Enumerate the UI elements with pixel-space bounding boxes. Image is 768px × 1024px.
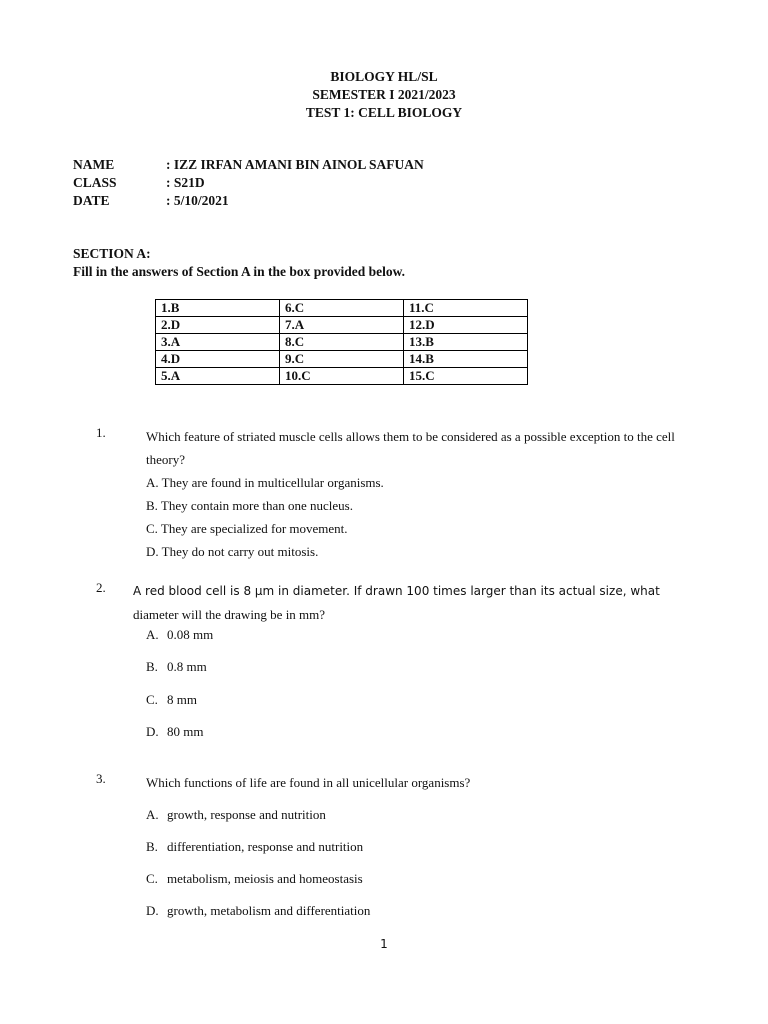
answer-table: [155, 299, 528, 385]
header-semester: SEMESTER I 2021/2023: [312, 87, 456, 102]
option-1a: A. They are found in multicellular organisms.: [146, 475, 384, 490]
answer-cell: 1.B: [156, 300, 280, 317]
option-letter: A.: [146, 627, 159, 642]
table-row: [156, 300, 528, 317]
page-number: 1: [380, 937, 388, 951]
option-1b: B. They contain more than one nucleus.: [146, 498, 353, 513]
document-header: [0, 68, 768, 122]
question-stem-line: A red blood cell is 8 μm in diameter. If drawn 100 times larger than its actual size, what: [133, 584, 660, 598]
section-title: SECTION A:: [73, 246, 151, 261]
option-text: 80 mm: [167, 724, 204, 739]
section-instruction: Fill in the answers of Section A in the box provided below.: [73, 264, 406, 279]
class-row: [73, 174, 424, 192]
table-row: [156, 351, 528, 368]
header-subject: BIOLOGY HL/SL: [330, 69, 438, 84]
answer-cell: 6.C: [280, 300, 404, 317]
option-1c: C. They are specialized for movement.: [146, 521, 348, 536]
option-2a: [146, 627, 213, 643]
option-letter: D.: [146, 903, 159, 918]
option-2c: [146, 692, 197, 708]
question-stem-line: diameter will the drawing be in mm?: [133, 607, 326, 622]
answer-cell: 8.C: [280, 334, 404, 351]
question-number: 3.: [96, 771, 106, 786]
header-test-title: TEST 1: CELL BIOLOGY: [305, 105, 463, 120]
student-info: [73, 156, 424, 210]
answer-cell: 9.C: [280, 351, 404, 368]
answer-cell: 3.A: [156, 334, 280, 351]
option-letter: A.: [146, 807, 159, 822]
date-value: : 5/10/2021: [166, 193, 229, 208]
question-stem: Which feature of striated muscle cells allows them to be considered as a possible exception to the cell theory?: [146, 429, 675, 467]
option-text: metabolism, meiosis and homeostasis: [167, 871, 363, 886]
table-row: [156, 368, 528, 385]
name-row: [73, 156, 424, 174]
option-3a: [146, 807, 326, 823]
option-3d: [146, 903, 370, 919]
answer-cell: 13.B: [404, 334, 528, 351]
option-letter: B.: [146, 839, 158, 854]
option-1d: D. They do not carry out mitosis.: [146, 544, 319, 559]
option-letter: C.: [146, 871, 158, 886]
table-row: [156, 317, 528, 334]
option-2d: [146, 724, 203, 740]
class-value: : S21D: [166, 175, 205, 190]
answer-cell: 12.D: [404, 317, 528, 334]
option-3b: [146, 839, 363, 855]
option-text: 0.08 mm: [167, 627, 214, 642]
name-value: : IZZ IRFAN AMANI BIN AINOL SAFUAN: [166, 157, 424, 172]
question-stem: [133, 580, 685, 626]
section-a: [73, 245, 405, 281]
option-text: growth, response and nutrition: [167, 807, 326, 822]
option-3c: [146, 871, 363, 887]
option-text: 0.8 mm: [167, 659, 207, 674]
date-row: [73, 192, 424, 210]
table-row: [156, 334, 528, 351]
answer-cell: 11.C: [404, 300, 528, 317]
question-number: 2.: [96, 580, 106, 595]
option-letter: D.: [146, 724, 159, 739]
date-label: DATE: [73, 193, 110, 208]
option-letter: C.: [146, 692, 158, 707]
option-2b: [146, 659, 207, 675]
answer-cell: 5.A: [156, 368, 280, 385]
name-label: NAME: [73, 157, 115, 172]
answer-cell: 10.C: [280, 368, 404, 385]
answer-cell: 7.A: [280, 317, 404, 334]
answer-cell: 14.B: [404, 351, 528, 368]
option-text: growth, metabolism and differentiation: [167, 903, 371, 918]
answer-cell: 4.D: [156, 351, 280, 368]
answer-cell: 15.C: [404, 368, 528, 385]
class-label: CLASS: [73, 175, 117, 190]
question-number: 1.: [96, 425, 106, 440]
option-text: differentiation, response and nutrition: [167, 839, 364, 854]
question-stem: Which functions of life are found in all unicellular organisms?: [146, 775, 471, 790]
option-letter: B.: [146, 659, 158, 674]
option-text: 8 mm: [167, 692, 197, 707]
answer-cell: 2.D: [156, 317, 280, 334]
